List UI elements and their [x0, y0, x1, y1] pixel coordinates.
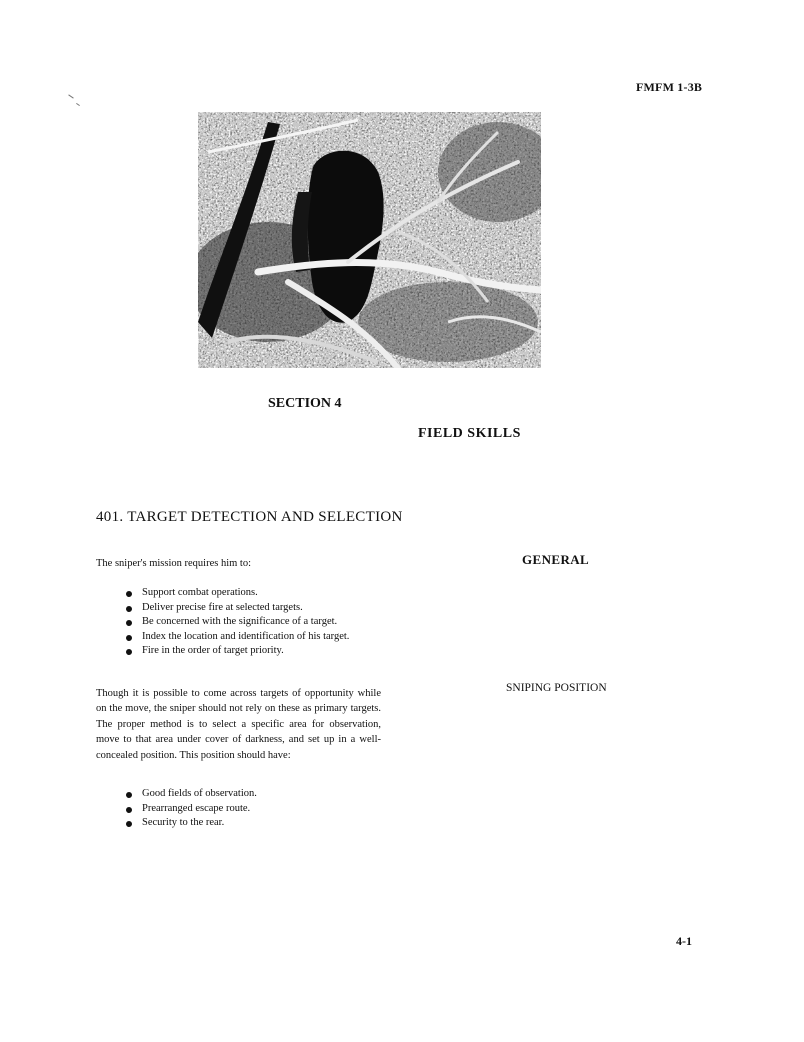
chapter-title: FIELD SKILLS	[418, 426, 521, 441]
list-item	[126, 586, 396, 601]
bullet-icon	[126, 635, 132, 641]
list-item	[126, 644, 396, 659]
section-title: SECTION 4	[268, 396, 342, 411]
list-item-text: Good fields of observation.	[142, 788, 257, 799]
position-requirements-list	[126, 787, 396, 831]
side-label-sniping-position: SNIPING POSITION	[506, 682, 607, 694]
bullet-icon	[126, 649, 132, 655]
mission-intro: The sniper's mission requires him to:	[96, 558, 251, 569]
list-item	[126, 787, 396, 802]
list-item-text: Security to the rear.	[142, 817, 225, 829]
bullet-icon	[126, 792, 132, 798]
list-item-text: Prearranged escape route.	[142, 802, 251, 814]
page-number: 4-1	[676, 934, 692, 948]
bullet-icon	[126, 821, 132, 827]
list-item-text: Be concerned with the significance of a target.	[142, 616, 338, 628]
list-item	[126, 630, 396, 645]
list-item-text: Deliver precise fire at selected targets.	[142, 601, 303, 613]
scan-speck	[68, 94, 73, 98]
document-id: FMFM 1-3B	[636, 80, 703, 94]
scan-speck	[76, 103, 80, 106]
bullet-icon	[126, 620, 132, 626]
bullet-icon	[126, 807, 132, 813]
paragraph-heading: 401. TARGET DETECTION AND SELECTION	[96, 509, 403, 525]
mission-list	[126, 586, 396, 659]
list-item	[126, 816, 396, 831]
list-item-text: Index the location and identification of his target.	[142, 630, 350, 642]
list-item	[126, 802, 396, 817]
list-item	[126, 601, 396, 616]
bullet-icon	[126, 591, 132, 597]
sniping-position-paragraph: Though it is possible to come across targets of opportunity while on the move, the sniper should not rely on these as primary targets. The proper method is to select a specific area for observation, move to that area under cover of darkness, and set up in a well-concealed position. This position should have:	[96, 688, 381, 761]
list-item-text: Support combat operations.	[142, 587, 258, 598]
side-label-general: GENERAL	[522, 552, 590, 567]
forest-sniper-photo	[198, 112, 541, 368]
list-item-text: Fire in the order of target priority.	[142, 645, 284, 657]
list-item	[126, 615, 396, 630]
bullet-icon	[126, 606, 132, 612]
